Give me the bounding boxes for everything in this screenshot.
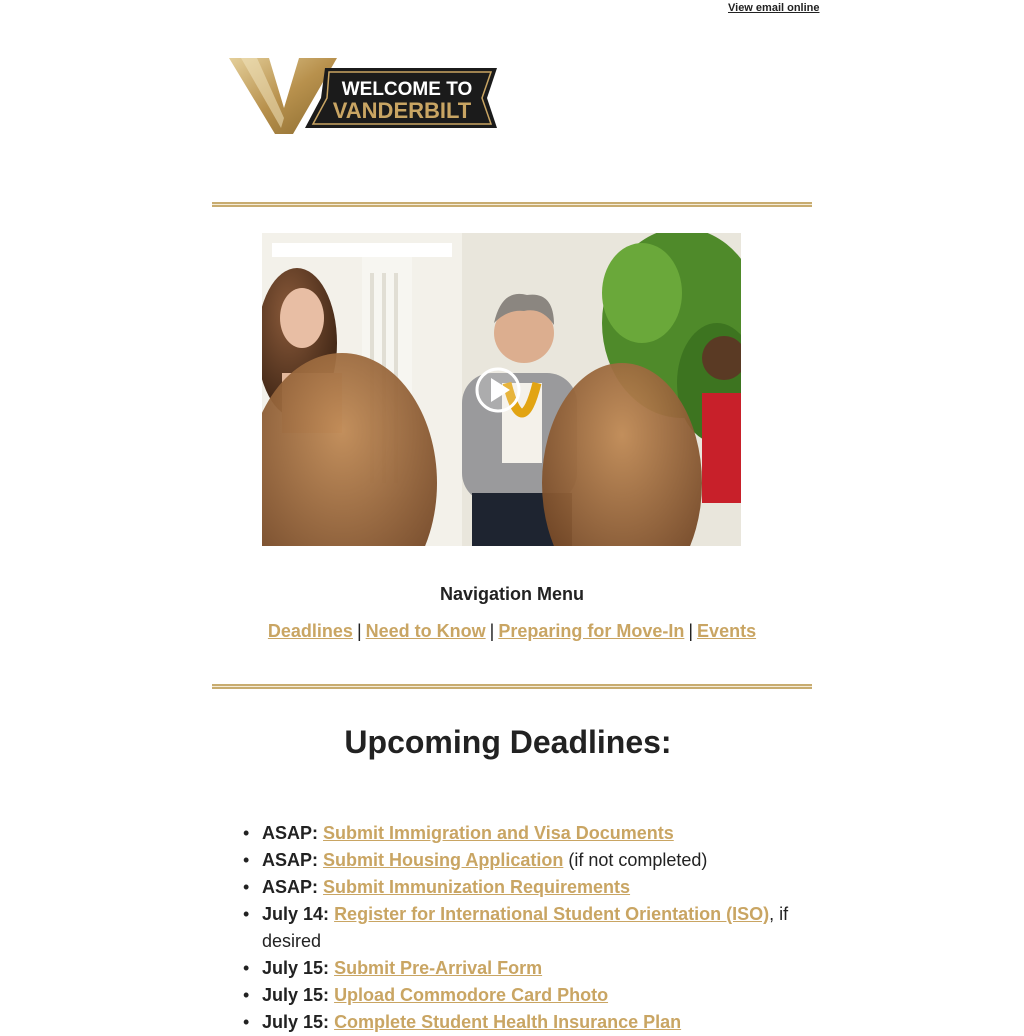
deadlines-list — [262, 820, 802, 1036]
deadline-link[interactable]: Submit Housing Application — [323, 850, 564, 870]
welcome-to-vanderbilt-logo — [229, 56, 501, 136]
deadline-link[interactable]: Upload Commodore Card Photo — [334, 985, 609, 1005]
deadline-date: July 15: — [262, 985, 330, 1005]
deadline-link[interactable]: Register for International Student Orientation (ISO) — [334, 904, 770, 924]
list-item — [262, 820, 802, 847]
deadline-date: July 15: — [262, 1012, 330, 1032]
navigation-menu — [212, 621, 812, 642]
nav-link-preparing-for-move-in[interactable]: Preparing for Move-In — [498, 621, 685, 641]
list-item — [262, 1009, 802, 1036]
deadline-link[interactable]: Submit Immigration and Visa Documents — [323, 823, 674, 843]
deadline-date: July 14: — [262, 904, 330, 924]
play-icon[interactable] — [477, 369, 519, 411]
deadline-date: ASAP: — [262, 850, 319, 870]
upcoming-deadlines-heading: Upcoming Deadlines: — [344, 724, 672, 760]
video-thumbnail[interactable] — [262, 233, 741, 546]
nav-separator: | — [489, 621, 495, 641]
deadline-date: ASAP: — [262, 823, 319, 843]
list-item — [262, 847, 802, 874]
list-item — [262, 982, 802, 1009]
logo-line-vanderbilt: VANDERBILT — [332, 98, 472, 123]
navigation-menu-title: Navigation Menu — [439, 584, 584, 604]
deadline-date: ASAP: — [262, 877, 319, 897]
nav-separator: | — [356, 621, 362, 641]
top-divider — [212, 202, 812, 207]
nav-link-need-to-know[interactable]: Need to Know — [365, 621, 486, 641]
deadline-note: (if not completed) — [563, 850, 708, 870]
logo-line-welcome: WELCOME TO — [341, 79, 473, 100]
list-item — [262, 874, 802, 901]
view-email-online-link[interactable]: View email online — [728, 2, 820, 14]
middle-divider — [212, 684, 812, 689]
deadline-link[interactable]: Complete Student Health Insurance Plan — [334, 1012, 682, 1032]
list-item — [262, 955, 802, 982]
nav-link-events[interactable]: Events — [697, 621, 757, 641]
nav-separator: | — [688, 621, 694, 641]
list-item — [262, 901, 802, 955]
nav-link-deadlines[interactable]: Deadlines — [267, 621, 353, 641]
deadline-note: , if desired — [262, 904, 789, 951]
deadline-link[interactable]: Submit Pre-Arrival Form — [334, 958, 543, 978]
deadline-date: July 15: — [262, 958, 330, 978]
deadline-link[interactable]: Submit Immunization Requirements — [323, 877, 631, 897]
video-scene-illustration — [262, 233, 741, 546]
